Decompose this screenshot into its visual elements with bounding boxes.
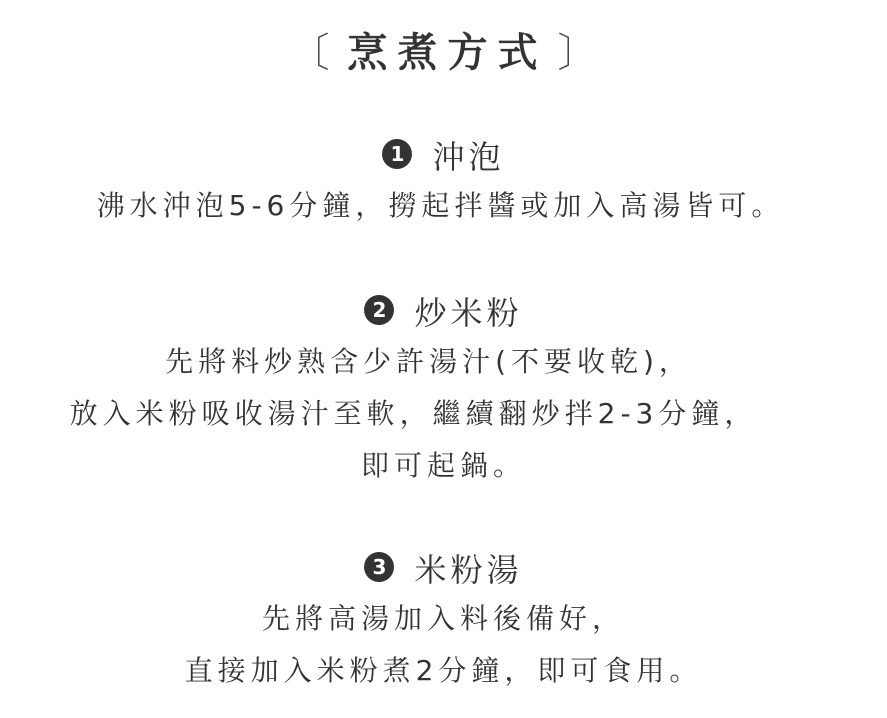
instruction-line: 放入米粉吸收湯汁至軟，繼續翻炒拌2-3分鐘，	[69, 397, 758, 430]
section-soup	[0, 543, 887, 697]
number-two-icon: 2	[364, 295, 394, 325]
section-heading	[0, 286, 887, 336]
title-text: 烹煮方式	[347, 28, 548, 76]
section-heading	[0, 543, 887, 593]
instruction-line: 直接加入米粉煮2分鐘，即可食用。	[184, 654, 703, 687]
section-stir-fry	[0, 286, 887, 492]
title-open-bracket: 〔	[289, 29, 330, 76]
number-three-icon: 3	[364, 552, 394, 582]
page-title	[0, 22, 887, 82]
number-one-icon: 1	[382, 139, 412, 169]
section-heading-label: 沖泡	[432, 138, 505, 176]
instruction-line: 先將料炒熟含少許湯汁(不要收乾)，	[165, 345, 692, 378]
section-brew	[0, 130, 887, 232]
section-heading-label: 米粉湯	[414, 551, 523, 589]
section-heading	[0, 130, 887, 180]
instruction-line: 即可起鍋。	[360, 449, 526, 482]
section-heading-label: 炒米粉	[414, 294, 523, 332]
title-close-bracket: 〕	[557, 29, 598, 76]
instruction-line: 先將高湯加入料後備好，	[261, 602, 625, 635]
instruction-line: 沸水沖泡5-6分鐘，撈起拌醬或加入高湯皆可。	[96, 189, 785, 222]
